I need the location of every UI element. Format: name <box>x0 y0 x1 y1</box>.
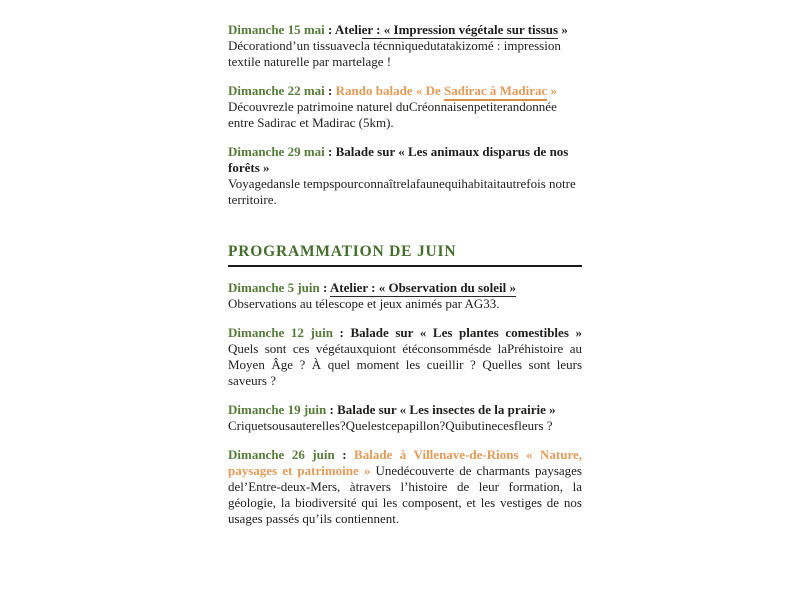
event-may-29 <box>228 144 582 208</box>
separator: : <box>319 280 330 295</box>
event-title: Balade sur « Les insectes de la prairie » <box>337 402 556 417</box>
event-title: Balade sur « Les animaux disparus de nos forêts » <box>228 144 569 175</box>
separator: : <box>334 447 355 462</box>
event-description: Décorationd’un tissuavecla técnniquedutatakizomé : impression textile naturelle par martelage ! <box>228 38 561 69</box>
separator: : <box>326 402 338 417</box>
event-description: Unedécouverte de charmants paysages del’Entre-deux-Mers, àtravers l’histoire de leur formation, la géologie, la biodiversité qui les composent, et les vestiges de nos usages passés qu’ils contiennent. <box>228 463 582 526</box>
event-description: Quels sont ces végétauxquiont étéconsommésde laPréhistoire au Moyen Âge ? À quel moment les cueillir ? Quelles sont leurs saveurs ? <box>228 341 582 388</box>
separator: : <box>324 83 336 98</box>
content-column <box>228 22 582 540</box>
event-date: Dimanche 29 mai <box>228 144 325 159</box>
event-date: Dimanche 5 juin <box>228 280 320 295</box>
event-heading <box>228 144 582 176</box>
event-title: Atelier : « Impression végétale sur tissus » <box>334 22 568 37</box>
separator: : <box>332 325 351 340</box>
separator: : <box>324 144 336 159</box>
event-date: Dimanche 26 juin <box>228 447 335 462</box>
event-date: Dimanche 15 mai <box>228 22 325 37</box>
event-title: Atelier : « Observation du soleil » <box>329 280 516 295</box>
event-title: Balade à Villenave-de-Rions « Nature, paysages et patrimoine » <box>228 447 582 478</box>
underlined-title-part: Sadirac à Madirac <box>444 83 547 101</box>
event-jun-19 <box>228 402 582 434</box>
section-heading-juin: PROGRAMMATION DE JUIN <box>228 242 582 267</box>
event-date: Dimanche 19 juin <box>228 402 327 417</box>
event-title: Balade sur « Les plantes comestibles » <box>350 325 582 340</box>
event-jun-26 <box>228 447 582 527</box>
event-description: Observations au télescope et jeux animés par AG33. <box>228 296 500 311</box>
event-title: Rando balade « De Sadirac à Madirac » <box>336 83 557 101</box>
event-jun-5 <box>228 280 582 312</box>
event-jun-12 <box>228 325 582 389</box>
event-description: Découvrezle patrimoine naturel duCréonnaisenpetiterandonnée entre Sadirac et Madirac (5km). <box>228 99 557 130</box>
event-heading <box>228 83 582 99</box>
separator: : <box>324 22 335 37</box>
event-date: Dimanche 22 mai <box>228 83 325 98</box>
event-description: Voyagedansle tempspourconnaîtrelafaunequihabitaitautrefois notre territoire. <box>228 176 576 207</box>
underlined-title-part: er : « Impression végétale sur tissus <box>361 22 559 37</box>
event-description: Criquetsousauterelles?Quelestcepapillon?Quibutinecesfleurs ? <box>228 418 553 433</box>
event-may-15 <box>228 22 582 70</box>
event-date: Dimanche 12 juin <box>228 325 333 340</box>
event-heading <box>228 402 582 418</box>
event-heading <box>228 280 582 296</box>
event-may-22 <box>228 83 582 131</box>
event-heading <box>228 22 582 38</box>
